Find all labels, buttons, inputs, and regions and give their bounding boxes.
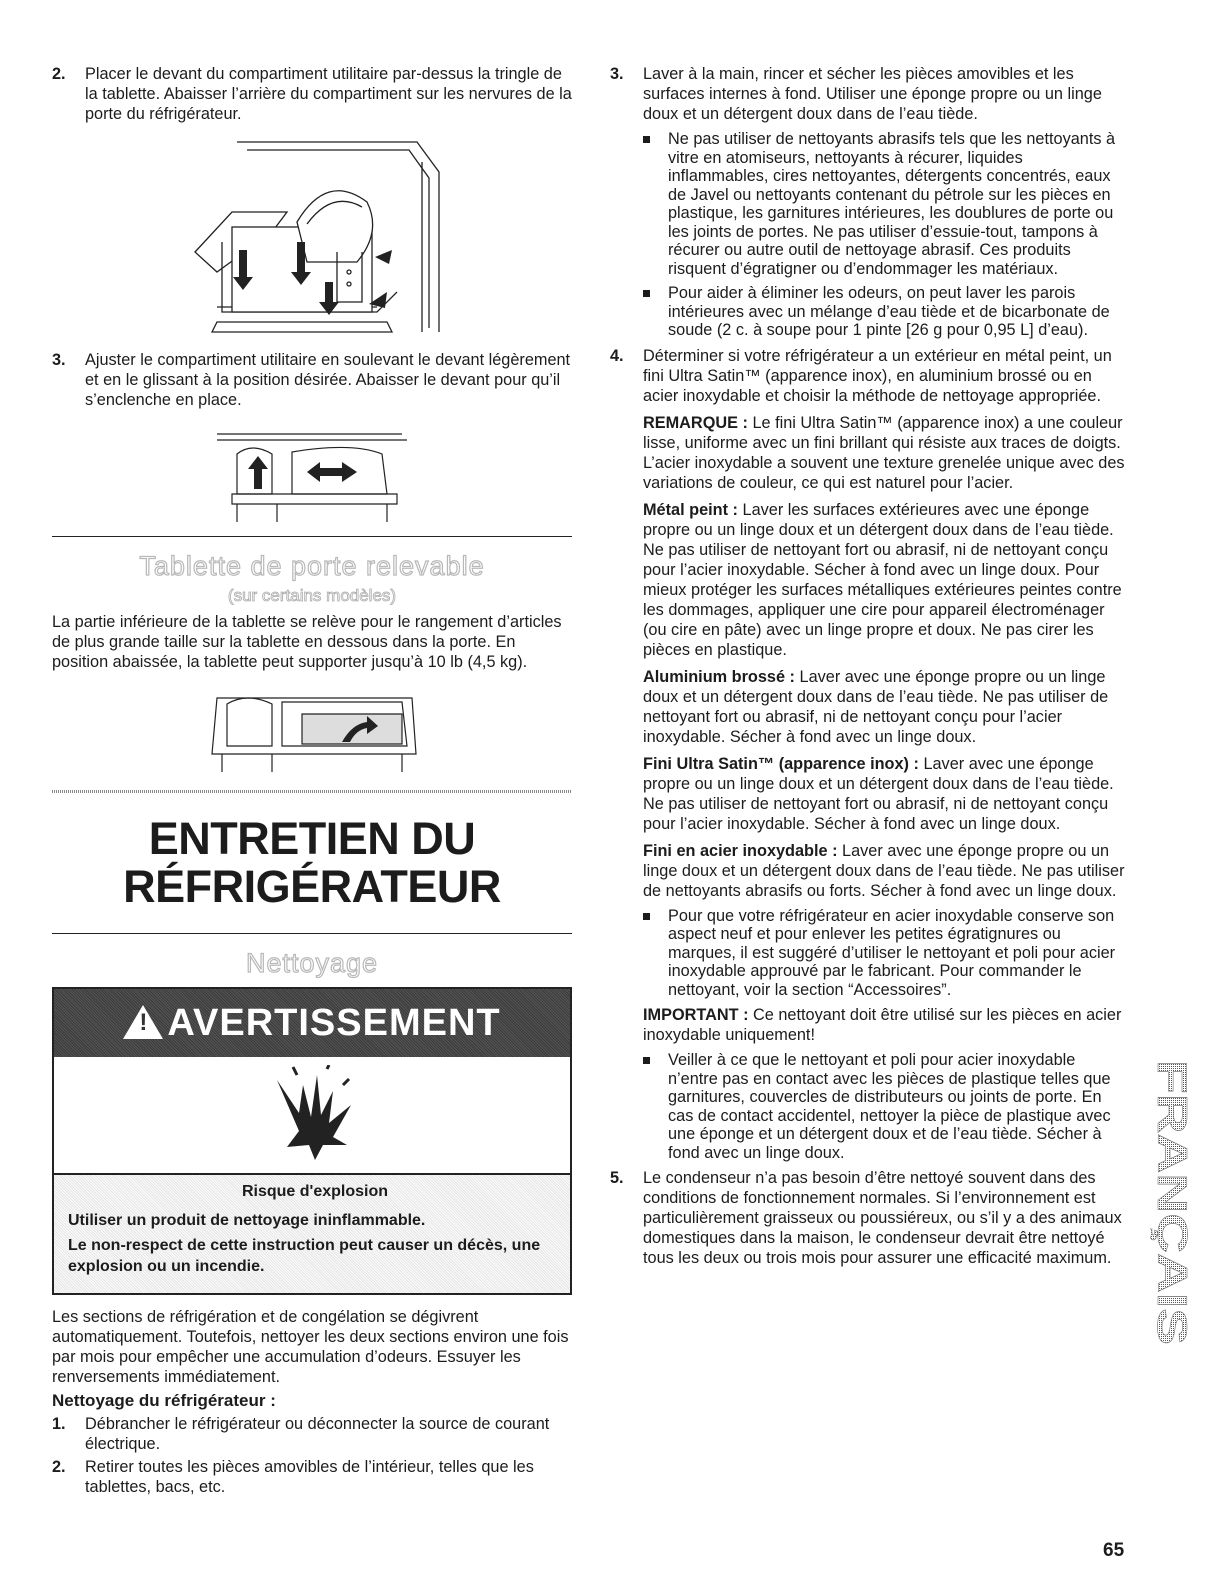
bullet-stainless-polish: [610, 907, 1125, 1000]
cleaning-step-1: [52, 1414, 572, 1454]
cleaning-step-2: [52, 1457, 572, 1497]
left-column: [52, 64, 572, 1497]
utility-compartment-adjust-illustration: [212, 424, 412, 524]
warning-line-1: Utiliser un produit de nettoyage ininflammable.: [68, 1212, 426, 1229]
ultra-satin-label: Fini Ultra Satin™ (apparence inox) :: [643, 754, 919, 773]
painted-metal-text: Laver les surfaces extérieures avec une éponge propre ou un linge doux et un détergent doux dans de l’eau tiède. Ne pas utiliser de nettoyant fort ou abrasif, ni de nettoyant conçu pour l’acier inoxydable. Sécher à fond avec un linge doux. Pour mieux protéger les surfaces métalliques extérieures peintes contre les dommages, appliquer une cire pour appareil électroménager (ou cire en pâte) avec un linge propre et doux. Ne pas cirer les pièces en plastique.: [643, 500, 1122, 659]
step-number: 5.: [610, 1169, 624, 1187]
brushed-aluminum-label: Aluminium brossé :: [643, 667, 795, 686]
warning-header: [54, 989, 570, 1057]
step-number: 2.: [52, 1458, 66, 1476]
bullet-square-icon: [643, 913, 650, 920]
remarque-paragraph: [610, 413, 1125, 493]
step-text: Déterminer si votre réfrigérateur a un extérieur en métal peint, un fini Ultra Satin™ (apparence inox), en aluminium brossé ou en acier inoxydable et choisir la méthode de nettoyage appropriée.: [643, 346, 1112, 405]
painted-metal-label: Métal peint :: [643, 500, 738, 519]
warning-body: [54, 1175, 570, 1293]
warning-box: [52, 987, 572, 1295]
step-3: [52, 350, 572, 410]
important-label: IMPORTANT :: [643, 1006, 749, 1024]
utility-compartment-install-illustration: [177, 132, 447, 342]
bullet-text: Ne pas utiliser de nettoyants abrasifs tels que les nettoyants à vitre en atomiseurs, nettoyants à récurer, liquides inflammables, cires nettoyantes, détergents concentrés, eaux de Javel ou nettoyants contenant du pétrole sur les pièces en plastique, les garnitures intérieures, les doublures de porte ou les joints de portes. Ne pas utiliser d’essuie-tout, tampons à récurer ou autre outil de nettoyage abrasif. Ces produits risquent d’égratigner ou d’endommager les matériaux.: [668, 130, 1116, 278]
brushed-aluminum-paragraph: [610, 667, 1125, 747]
main-title-line-1: ENTRETIEN DU: [148, 813, 476, 864]
warning-risk: Risque d'explosion: [241, 1183, 389, 1200]
step-text: Ajuster le compartiment utilitaire en soulevant le devant légèrement et en le glissant à la position désirée. Abaisser le devant pour qu’il s’enclenche en place.: [85, 351, 571, 409]
stainless-paragraph: [610, 841, 1125, 901]
ultra-satin-text: Laver avec une éponge propre ou un linge doux et un détergent doux dans de l’eau tiède. Ne pas utiliser de nettoyant fort ou abrasif, ni de nettoyant conçu pour l’acier inoxydable. Sécher à fond avec un linge doux.: [643, 754, 1114, 833]
sub-title: Nettoyage: [245, 948, 379, 978]
cleaning-heading-text: Nettoyage du réfrigérateur :: [52, 1391, 276, 1410]
cleaning-intro: Les sections de réfrigération et de congélation se dégivrent automatiquement. Toutefois, nettoyer les deux sections environ une fois par mois pour empêcher une accumulation d’odeurs. Essuyer les renversements immédiatement.: [52, 1308, 569, 1386]
stainless-label: Fini en acier inoxydable :: [643, 841, 838, 860]
page-number: 65: [1103, 1540, 1125, 1561]
important-text: Ce nettoyant doit être utilisé sur les pièces en acier inoxydable uniquement!: [643, 1006, 1122, 1044]
bullet-text: Veiller à ce que le nettoyant et poli pour acier inoxydable n’entre pas en contact avec les pièces de plastique telles que garnitures, couvercles de distributeurs ou joints de porte. En cas de contact accidentel, nettoyer la pièce de plastique avec une éponge et un détergent doux et de l’eau tiède. Sécher à fond avec un linge doux.: [668, 1051, 1111, 1162]
language-side-tab: [1150, 1060, 1196, 1350]
bullet-odors: [610, 284, 1125, 340]
remarque-text: Le fini Ultra Satin™ (apparence inox) a une couleur lisse, uniforme avec un fini brillant qui résiste aux traces de doigts. L’acier inoxydable a souvent une texture grenelée unique avec des variations de couleur, ce qui est naturel pour l’acier.: [643, 413, 1125, 492]
stainless-text: Laver avec une éponge propre ou un linge doux et un détergent doux dans de l’eau tiède. Ne pas utiliser de nettoyants abrasifs ou forts. Sécher à fond avec un linge doux.: [643, 841, 1125, 900]
side-tab-text: FRANÇAIS: [1150, 1060, 1196, 1277]
brushed-aluminum-text: Laver avec une éponge propre ou un linge doux et un détergent doux dans de l’eau tiède. Ne pas utiliser de nettoyant fort ou abrasif, ni de nettoyant conçu pour l’acier inoxydable. Sécher à fond avec un linge doux.: [643, 667, 1109, 746]
flip-up-shelf-illustration: [202, 684, 422, 774]
ultra-satin-paragraph: [610, 754, 1125, 834]
warning-triangle-icon: [123, 1005, 163, 1039]
bullet-square-icon: [643, 290, 650, 297]
step-text: Laver à la main, rincer et sécher les pièces amovibles et les surfaces internes à fond. Utiliser une éponge propre ou un linge doux et un détergent doux dans de l’eau tiède.: [643, 65, 1102, 123]
remarque-label: REMARQUE :: [643, 413, 748, 432]
step-2: [52, 64, 572, 124]
warning-line-2: Le non-respect de cette instruction peut causer un décès, une explosion ou un incendie.: [68, 1237, 541, 1275]
painted-metal-paragraph: [610, 500, 1125, 660]
main-title-line-2: RÉFRIGÉRATEUR: [123, 861, 501, 912]
bullet-square-icon: [643, 136, 650, 143]
bullet-square-icon: [643, 1057, 650, 1064]
section-divider-dotted: [52, 790, 572, 793]
bullet-no-abrasives: [610, 130, 1125, 278]
warning-header-text: AVERTISSEMENT: [167, 1002, 501, 1044]
bullet-plastic-contact: [610, 1051, 1125, 1162]
step-number: 3.: [610, 65, 624, 83]
cleaning-step-5: [610, 1168, 1125, 1268]
cleaning-step-4: [610, 346, 1125, 406]
step-number: 1.: [52, 1415, 66, 1433]
bullet-text: Pour aider à éliminer les odeurs, on peut laver les parois intérieures avec un mélange d’eau tiède et de bicarbonate de soude (2 c. à soupe pour 1 pinte [26 g pour 0,95 L] d’eau).: [668, 284, 1110, 339]
bullet-text: Pour que votre réfrigérateur en acier inoxydable conserve son aspect neuf et pour enlever les petites égratignures ou marques, il est suggéré d’utiliser le nettoyant et poli pour acier inoxydable approuvé par le fabricant. Pour commander le nettoyant, voir la section “Accessoires”.: [668, 906, 1116, 999]
step-number: 4.: [610, 346, 624, 365]
explosion-icon: [54, 1057, 570, 1175]
right-column: [610, 64, 1125, 1268]
section-divider: [52, 536, 572, 537]
section-paragraph: La partie inférieure de la tablette se relève pour le rangement d’articles de plus grande taille sur la tablette en dessous dans la porte. En position abaissée, la tablette peut supporter jusqu’à 10 lb (4,5 kg).: [52, 613, 562, 671]
section-title: Tablette de porte relevable: [139, 551, 485, 581]
cleaning-heading: [52, 1391, 572, 1411]
section-divider: [52, 933, 572, 934]
section-subtitle: (sur certains modèles): [227, 586, 397, 605]
important-paragraph: [610, 1005, 1125, 1045]
step-number: 3.: [52, 351, 66, 369]
step-text: Placer le devant du compartiment utilitaire par-dessus la tringle de la tablette. Abaisser l’arrière du compartiment sur les nervures de la porte du réfrigérateur.: [85, 65, 572, 123]
step-number: 2.: [52, 65, 66, 83]
step-text: Débrancher le réfrigérateur ou déconnecter la source de courant électrique.: [85, 1415, 550, 1453]
step-text: Retirer toutes les pièces amovibles de l’intérieur, telles que les tablettes, bacs, etc.: [85, 1458, 534, 1496]
cleaning-step-3: [610, 64, 1125, 124]
step-text: Le condenseur n’a pas besoin d’être nettoyé souvent dans des conditions de fonctionnement normales. Si l’environnement est particulièrement graisseux ou poussiéreux, ou s’il y a des animaux domestiques dans la maison, le condenseur devrait être nettoyé tous les deux ou trois mois pour assurer une efficacité maximum.: [643, 1169, 1122, 1267]
